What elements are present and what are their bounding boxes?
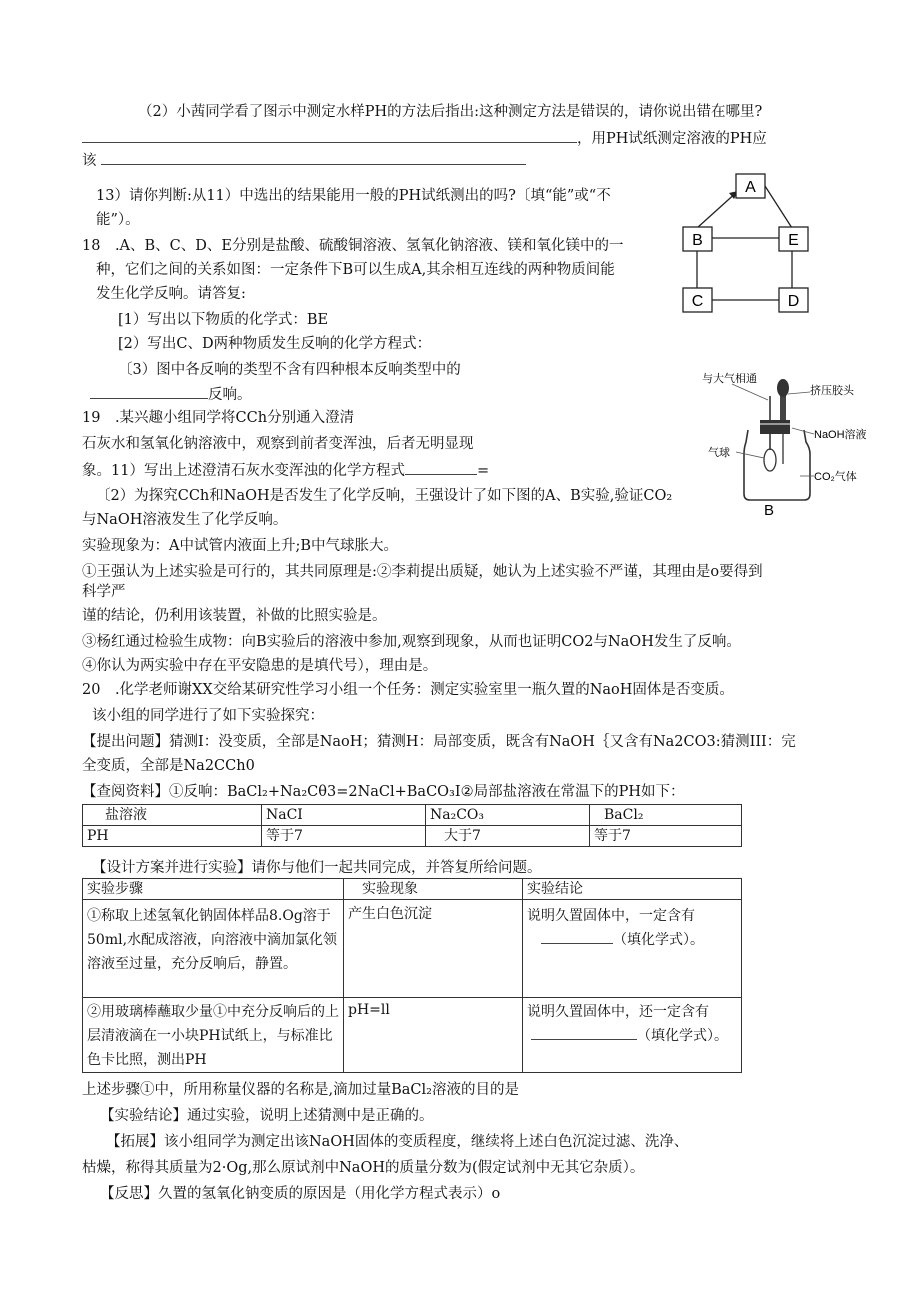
q2-line-1: （2）小茜同学看了图示中测定水样PH的方法后指出:这种测定方法是错误的，请你说出错在哪里? [138,104,763,120]
q20-line-7: 上述步骤①中，所用称量仪器的名称是,滴加过量BaCl₂溶液的目的是 [82,1082,519,1098]
q19-line-3-text: 象。11）写出上述澄清石灰水变浑浊的化学方程式 [82,463,405,479]
q2-line-2-text: ，用PH试纸测定溶液的PH应 [577,131,767,147]
exp-header-cell: 实验现象 [344,879,523,900]
q20-line-11: 【反思】久置的氢氧化钠变质的原因是（用化学方程式表示）o [100,1186,501,1202]
table-row [83,900,742,998]
q19-line-11: ④你认为两实验中存在平安隐患的是填代号），理由是。 [82,658,438,674]
table-row [83,879,742,900]
ph-cell: 等于7 [590,826,742,847]
q19-eq-sign: = [476,463,490,479]
ph-cell: 等于7 [262,826,426,847]
q18-line-6: 〔3）图中各反响的类型不含有四种根本反响类型中的 [118,362,461,378]
experiment-table [82,878,742,1073]
node-a-label: A [745,179,756,196]
q2-line-3 [82,150,526,171]
exp-conclusion-suffix: （填化学式）。 [637,1028,728,1044]
stopper [758,420,792,434]
q20-line-1: 20 .化学老师谢XX交给某研究性学习小组一个任务：测定实验室里一瓶久置的NaoH固体是否变质。 [82,682,734,698]
q2-line-3-text: 该 [82,153,97,169]
answer-blank[interactable] [90,384,208,399]
table-row [83,826,742,847]
exp-conclusion-suffix: （填化学式）。 [613,932,704,948]
q19-line-2: 石灰水和氢氧化钠溶液中，观察到前者变浑浊，后者无明显现 [82,436,474,452]
exp-header-cell: 实验步骤 [83,879,344,900]
q18-line-1: 18 .A、B、C、D、E分别是盐酸、硫酸铜溶液、氢氧化钠溶液、镁和氧化镁中的一 [82,238,624,254]
q19-line-4: 〔2）为探究CCh和NaOH是否发生了化学反响，王强设计了如下图的A、B实验,验证CO₂ [96,488,673,504]
q18-line-7-text: 反响。 [208,387,252,403]
flask [744,430,810,500]
node-e [779,227,808,251]
answer-blank[interactable] [405,460,477,475]
label-balloon: 气球 [708,447,730,459]
q18-line-7 [90,384,252,405]
q19-line-8: 科学严 [82,584,126,600]
q3-line-2: 能”）。 [96,212,140,228]
exp-conclusion-blank-line [527,928,737,952]
node-c [683,288,712,312]
node-b-label: B [692,232,703,249]
label-atmosphere: 与大气相通 [702,373,757,385]
q19-line-5: 与NaOH溶液发生了化学反响。 [82,512,288,528]
q19-line-3 [82,460,489,481]
answer-blank[interactable] [541,929,613,944]
table-row [83,805,742,826]
label-co2: CO₂气体 [814,471,857,483]
reaction-diagram [680,170,815,318]
q20-line-6: 【设计方案并进行实验】请你与他们一起共同完成，并答复所给问题。 [92,860,542,876]
ph-cell: PH [83,826,262,847]
q19-line-9: 谨的结论，仍利用该装置，补做的比照实验是。 [82,608,387,624]
q18-line-5: [2）写出C、D两种物质发生反响的化学方程式： [118,336,432,352]
answer-blank[interactable] [101,150,526,165]
exp-phenomenon-cell: pH=ll [344,998,523,1073]
node-d [779,288,808,312]
figure-caption: B [764,502,775,518]
ph-cell: 大于7 [426,826,590,847]
exp-header-cell: 实验结论 [523,879,742,900]
exp-conclusion-text: 说明久置固体中，一定含有 [527,908,695,924]
ph-table [82,804,742,847]
ph-header-cell: Na₂CO₃ [426,805,590,826]
node-a [736,174,765,198]
exp-phenomenon-cell: 产生白色沉淀 [344,900,523,998]
q20-line-10: 枯燥，称得其质量为2·Og,那么原试剂中NaOH的质量分数为(假定试剂中无其它杂质）。 [82,1160,645,1176]
table-row [83,998,742,1073]
label-naoh: NaOH溶液 [814,429,867,441]
node-d-label: D [787,293,800,310]
exp-conclusion-cell [523,998,742,1073]
apparatus-figure [700,372,885,518]
answer-blank[interactable] [82,128,577,143]
answer-blank[interactable] [531,1025,637,1040]
q2-line-2 [82,128,767,149]
ph-header-cell: 盐溶液 [83,805,262,826]
node-c-label: C [691,293,704,310]
exp-conclusion-text: 说明久置固体中，还一定含有 [527,1004,709,1020]
ph-header-cell: BaCl₂ [590,805,742,826]
q19-line-6: 实验现象为：A中试管内液面上升;B中气球胀大。 [82,538,399,554]
exp-step-cell: ①称取上述氢氧化钠固体样品8.Og溶于50ml,水配成溶液，向溶液中滴加氯化领溶液至过量，充分反响后，静置。 [83,900,344,998]
q18-line-2: 种，它们之间的关系如图：一定条件下B可以生成A,其余相互连线的两种物质间能 [96,262,615,278]
exp-step-cell: ②用玻璃棒蘸取少量①中充分反响后的上层清液滴在一小块PH试纸上，与标准比色卡比照，测出PH [83,998,344,1073]
q20-line-3: 【提出问题】猜测I：没变质，全部是NaoH；猜测H：局部变质，既含有NaOH｛又含有Na2CO3:猜测III：完 [82,734,796,750]
q18-line-3: 发生化学反响。请答复: [96,286,246,302]
exp-conclusion-blank-line [527,1024,737,1048]
q20-line-2: 该小组的同学进行了如下实验探究： [92,708,324,724]
ph-header-cell: NaCI [262,805,426,826]
q20-line-4: 全变质，全部是Na2CCh0 [82,758,255,774]
q20-line-9: 【拓展】该小组同学为测定出该NaOH固体的变质程度，继续将上述白色沉淀过滤、洗净、 [106,1134,689,1150]
q18-line-4: [1）写出以下物质的化学式：BE [118,312,329,328]
node-b [683,227,712,251]
q19-line-7: ①王强认为上述实验是可行的，其共同原理是:②李莉提出质疑，她认为上述实验不严谨，其理由是o要得到 [82,564,763,580]
node-e-label: E [788,232,799,249]
q20-line-5: 【查阅资料】①反响：BaCl₂+Na₂Cθ3=2NaCl+BaCO₃I②局部盐溶液在常温下的PH如下： [82,784,685,800]
q19-line-10: ③杨红通过检验生成物：向B实验后的溶液中参加,观察到现象，从而也证明CO2与NaOH发生了反响。 [82,634,741,650]
q3-line-1: 13）请你判断:从11）中选出的结果能用一般的PH试纸测出的吗?〔填“能”或“不 [96,188,611,204]
exp-conclusion-cell [523,900,742,998]
q20-line-8: 【实验结论】通过实验，说明上述猜测中是正确的。 [100,1108,434,1124]
q19-line-1: 19 .某兴趣小组同学将CCh分别通入澄清 [82,410,355,426]
label-bulb: 挤压胶头 [810,385,854,397]
